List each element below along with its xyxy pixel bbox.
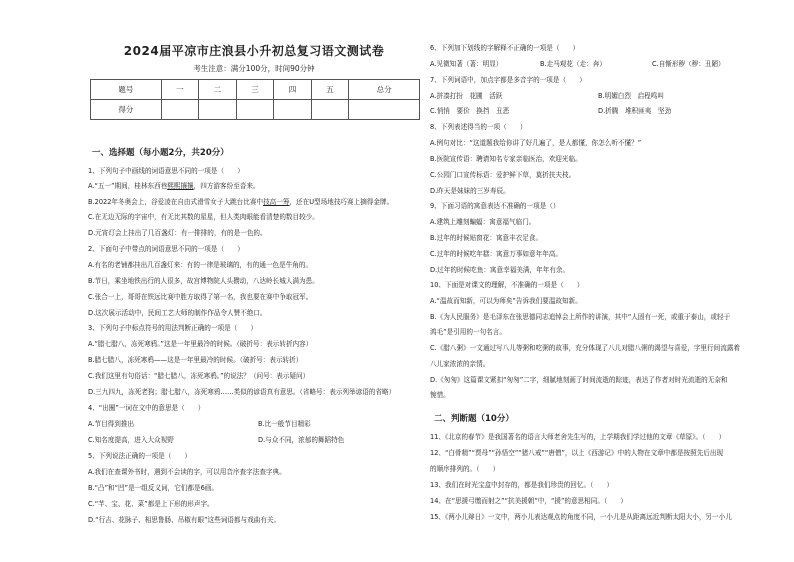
option: 八儿家浓浓的亲情。: [430, 360, 490, 368]
option: A.“腊七腊八，冻死寒鸦。”这是一年里最冷的时候。（破折号：表示转折内容）: [88, 340, 313, 348]
score-input-cell[interactable]: [311, 100, 349, 120]
option: D.三九四九，冻死老狗；腊七腊八，冻死寒鸦……类似的谚语真有意思。（省略号：表示列举谚语的省略）: [88, 388, 396, 396]
score-cell: 四: [274, 80, 312, 100]
option: C.公园门口宣传标语：爱护鲜下草，莫折扶夫枝。: [430, 171, 576, 179]
score-input-cell[interactable]: [236, 100, 274, 120]
option: A.有名的老铺都挂出几百盏灯来：有的一律是玻璃的，有的通一色是牛角的。: [88, 261, 313, 269]
option: A.我们在查课外书时，遇到不会读的字，可以用音序查字法查字典。: [88, 468, 286, 476]
question-stem: 6、下列加下划线的字解释不正确的一项是（ ）: [430, 44, 580, 52]
score-input-cell[interactable]: [349, 100, 420, 120]
score-table-header-row: [91, 80, 420, 100]
option: B.医院宣传语：聘请知名专家亲临医治，欢迎光临。: [430, 155, 582, 163]
option: A.见微知著（著：明显）: [430, 60, 503, 68]
score-cell: 题号: [91, 80, 162, 100]
score-table: [90, 79, 420, 120]
judge-item: 15、《两小儿辩日》一文中，两小儿表达观点的角度不同，一小儿是从距离远近判断太阳大小，另一小儿: [430, 513, 732, 521]
option: A.拼凑打扮 花圃 活跃: [430, 92, 503, 100]
question-stem: 7、下列词语中，加点字都是多音字的一项是（ ）: [430, 76, 586, 84]
score-input-cell[interactable]: [161, 100, 199, 120]
option: B.过年的时候贴窗花：寓意丰衣足食。: [430, 234, 543, 242]
question-stem: 8、下列表述得当的一项（ ）: [430, 123, 527, 131]
judge-item: 12、“白骨精”“贾母”“孙悟空”“猪八戒”“唐僧”，以上《西游记》中的人物在文章中都是按照先后出现: [430, 449, 724, 457]
option: B.节日，乘坐地铁出行的人很多，故宫博物院人头攒动，八达岭长城人满为患。: [88, 277, 319, 285]
question-stem: 5、下列说法正确的一项是（ ）: [88, 452, 192, 460]
option: C.知名度提高，进入大众视野: [88, 436, 174, 444]
option: D.元宵灯会上挂出了几百盏灯：有一排排的，有的是一色的。: [88, 229, 267, 237]
option: D.折腾 堆积匪夷 坚劲: [598, 107, 672, 115]
score-cell: 得分: [91, 100, 162, 120]
question-stem: 3、下列句子中标点符号的用法判断正确的一项是（ ）: [88, 324, 258, 332]
option: B.《为人民服务》是毛泽东在张思德同志追悼会上所作的讲演，其中“人固有一死，或重于泰山，或轻于: [430, 313, 731, 321]
score-cell: 二: [199, 80, 237, 100]
score-cell: 三: [236, 80, 274, 100]
option: B.2022年冬奥会上，谷爱凌在自由式滑雪女子大跳台比赛中技高一筹，还在U型场地技巧赛上摘得金牌。: [88, 198, 394, 206]
judge-item: 14、在“思援弓缴而射之”“抗美援朝”中，“援”的意思相同。（ ）: [430, 497, 628, 505]
option: A.例句对比：“这道题我给你讲了好几遍了，是人都懂，你怎么听不懂？”: [430, 139, 642, 147]
judge-item: 13、我们在时光宝盒中封存的，都是我们珍贵的回忆。（ ）: [430, 481, 614, 489]
option: B.比一般节目精彩: [258, 420, 311, 428]
score-cell: 总分: [349, 80, 420, 100]
option: C.过年的时候吃年糕：寓意万事如意年年高。: [430, 250, 562, 258]
question-stem: 9、下面习语的寓意表达不准确的一项是（）: [430, 202, 560, 210]
option: A.建筑上雕刻蝙蝠：寓意福气临门。: [430, 218, 536, 226]
option: 惋惜。: [430, 391, 450, 399]
option: C.悄悄 要价 换挡 丑恶: [430, 107, 510, 115]
option: B.明媚白烈 启程鸣叫: [598, 92, 664, 100]
score-input-cell[interactable]: [199, 100, 237, 120]
exam-notice: 考生注意：满分100分，时间90分钟: [193, 64, 315, 73]
score-input-cell[interactable]: [274, 100, 312, 120]
question-stem: 1、下列句子中画线的词语意思不同的一项是（ ）: [88, 167, 244, 175]
section-title: 一、选择题（每小题2分，共20分）: [92, 148, 229, 158]
option: D.昨天是妹妹的三岁寿辰。: [430, 187, 510, 195]
option: D.《匆匆》这篇课文紧扣“匆匆”二字，细腻地刻画了时间流逝的踪迹，表达了作者对时光流逝的无奈和: [430, 376, 728, 384]
question-stem: 2、下面句子中带点的词语意思不同的一项是（ ）: [88, 245, 244, 253]
option: D.“行吉、花脉子、相思鲁肠、吊椒有眼”这些词语都与戏曲有关。: [88, 516, 281, 524]
option: B.走马观花（走：奔）: [540, 60, 606, 68]
question-stem: 4、“出圈”一词在文中的意思是（ ）: [88, 404, 205, 412]
option: C.《腊八粥》一文通过写八儿等粥和吃粥的故事，充分体现了八儿对腊八粥的渴望与喜爱，字里行间流露着: [430, 344, 741, 352]
judge-item: 11、《北京的春节》是我国著名的语言大师老舍先生写的，上学期我们学过他的文章《草原》。（ ）: [430, 433, 726, 441]
page-title: 2024届平凉市庄浪县小升初总复习语文测试卷: [123, 44, 385, 58]
score-table-score-row: [91, 100, 420, 120]
option: D.过年的时候吃鱼：寓意幸福美满，年年有余。: [430, 266, 570, 274]
option: B.腊七腊八，冻死寒鸦——这是一年里最冷的时候。（破折号：表示转折）: [88, 356, 303, 364]
section-title: 二、判断题（10分）: [434, 414, 514, 424]
judge-item: 的顺序排列的。（ ）: [430, 465, 500, 473]
question-stem: 10、下面是对课文的理解，不准确的一项是（ ）: [430, 281, 584, 289]
option: C.“芊、宝、花、菜”都是上下形的形声字。: [88, 500, 214, 508]
score-cell: 五: [311, 80, 349, 100]
option: A.“五一”期间，桂林东西巷熙熙攘攘，四方游客纷至沓来。: [88, 182, 260, 190]
option: A.“温故而知新，可以为师矣”告诉我们要温故知新。: [430, 297, 582, 305]
option: 鸿毛”是引用的一句名言。: [430, 328, 506, 336]
option: B.“凸”和“凹”是一组反义词，它们都是6画。: [88, 484, 218, 492]
option: C.张合一上，哥哥在铁远比赛中胜方取得了第一名，我也要在赛中争取冠军。: [88, 293, 313, 301]
option: D.这次展示活动中，民间工艺大师的制作作品令人赞不绝口。: [88, 309, 267, 317]
option: C.在无边无际的宇宙中，有无比其数的星星，但人类肉眼能看清楚的数目较少。: [88, 213, 319, 221]
score-cell: 一: [161, 80, 199, 100]
option: C.自惭形秽（秽：丑陋）: [652, 60, 725, 68]
option: C.我们这里有句俗话：“腊七腊八，冻死寒鸦。”的说法？（问号：表示疑问）: [88, 372, 310, 380]
option: A.节目得到推出: [88, 420, 135, 428]
option: D.与众不同，浓郁的舞蹈特色: [258, 436, 345, 444]
